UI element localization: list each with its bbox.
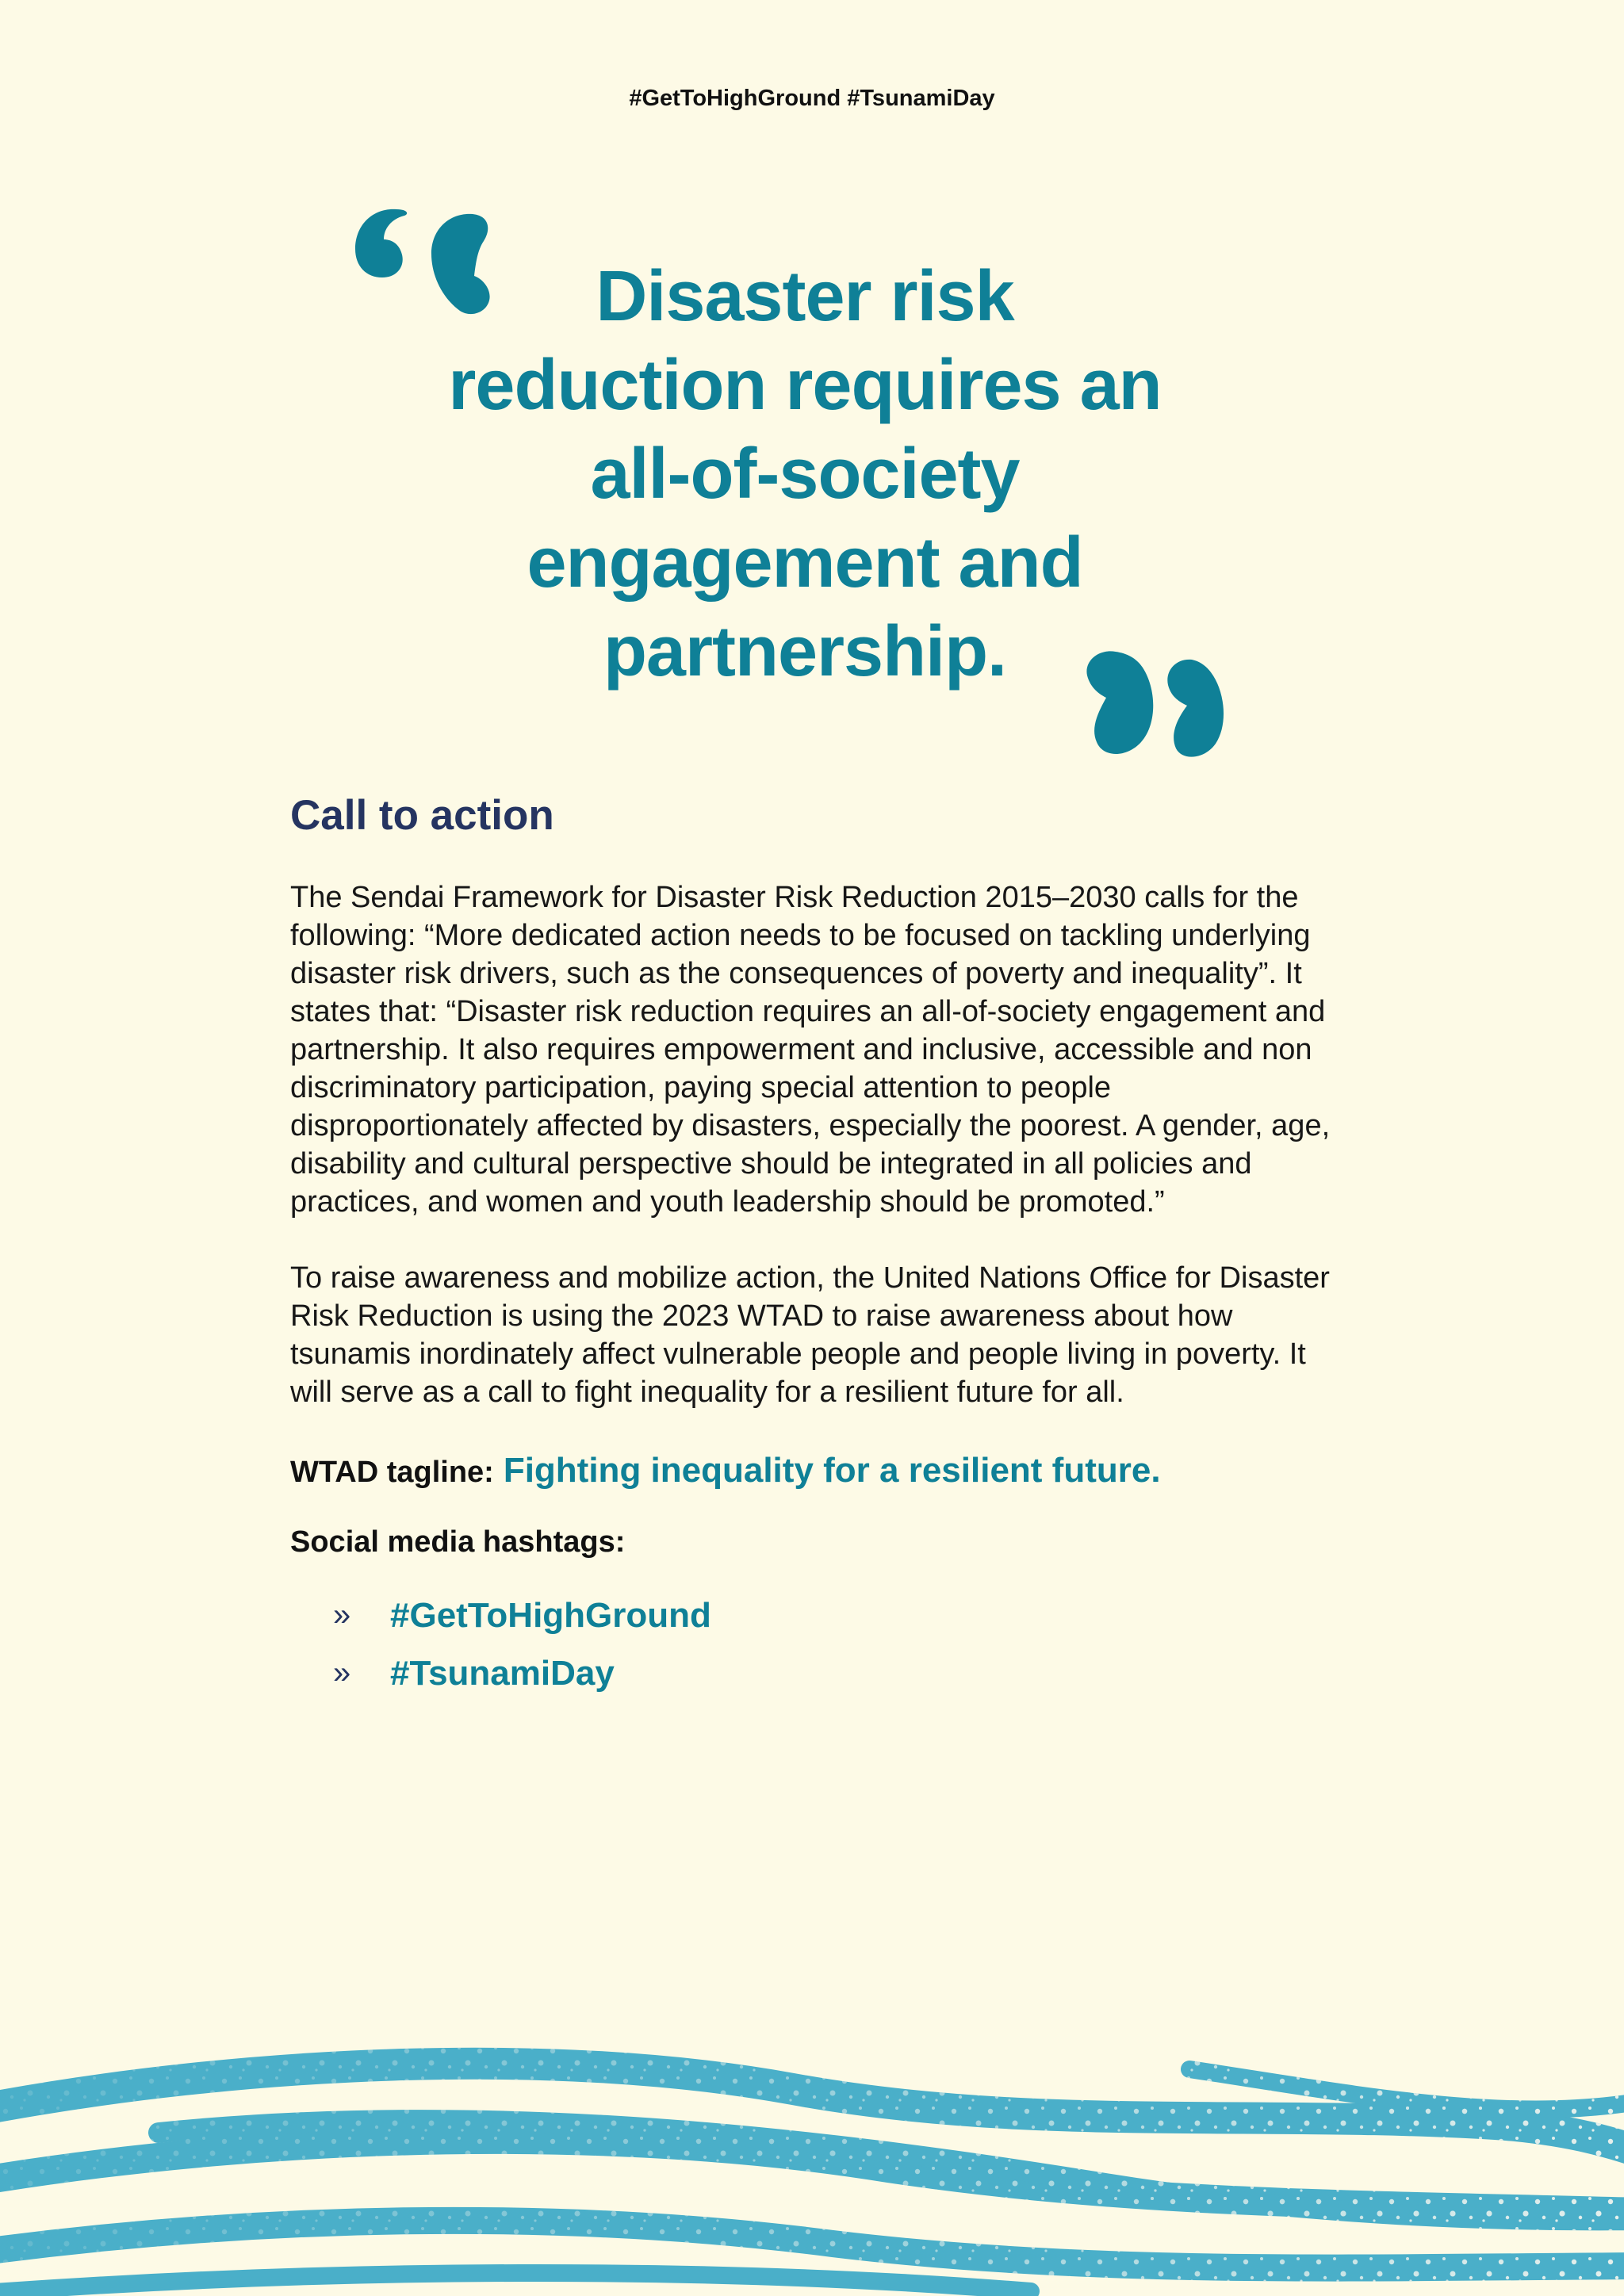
hashtags-label: Social media hashtags: bbox=[290, 1525, 626, 1559]
call-to-action-section bbox=[290, 788, 1345, 1702]
body-text bbox=[290, 878, 1345, 1411]
tagline-label: WTAD tagline: bbox=[290, 1456, 494, 1489]
header-hashtags: #GetToHighGround #TsunamiDay bbox=[629, 86, 995, 111]
list-item bbox=[290, 1644, 1345, 1702]
wave-decoration bbox=[0, 2014, 1624, 2296]
paragraph: The Sendai Framework for Disaster Risk Reduction 2015–2030 calls for the following: “More dedicated action needs to be focused on tackling underlying disaster risk drivers, such as the consequences of poverty and inequality”. It states that: “Disaster risk reduction requires an all-of-society engagement and partnership. It also requires empowerment and inclusive, accessible and non discriminatory participation, paying special attention to people disproportionately affected by disasters, especially the poorest. A gender, age, disability and cultural perspective should be integrated in all policies and practices, and women and youth leadership should be promoted.” bbox=[290, 881, 1331, 1219]
section-heading: Call to action bbox=[290, 792, 554, 839]
hashtag: #GetToHighGround bbox=[390, 1595, 711, 1635]
tagline-row bbox=[290, 1451, 1345, 1490]
list-item bbox=[290, 1586, 1345, 1644]
paragraph: To raise awareness and mobilize action, the United Nations Office for Disaster Risk Reduction is using the 2023 WTAD to raise awareness about how tsunamis inordinately affect vulnerable people and people living in poverty. It will serve as a call to fight inequality for a resilient future for all. bbox=[290, 1261, 1330, 1409]
pull-quote: Disaster risk reduction requires an all-of-society engagement and partnership. bbox=[448, 257, 1162, 691]
hashtag: #TsunamiDay bbox=[390, 1653, 615, 1693]
hashtag-list bbox=[290, 1586, 1345, 1702]
bullet-chevron-icon: » bbox=[333, 1598, 351, 1632]
tagline-value: Fighting inequality for a resilient future. bbox=[503, 1451, 1161, 1490]
close-quote-icon bbox=[1074, 642, 1227, 761]
bullet-chevron-icon: » bbox=[333, 1655, 351, 1690]
